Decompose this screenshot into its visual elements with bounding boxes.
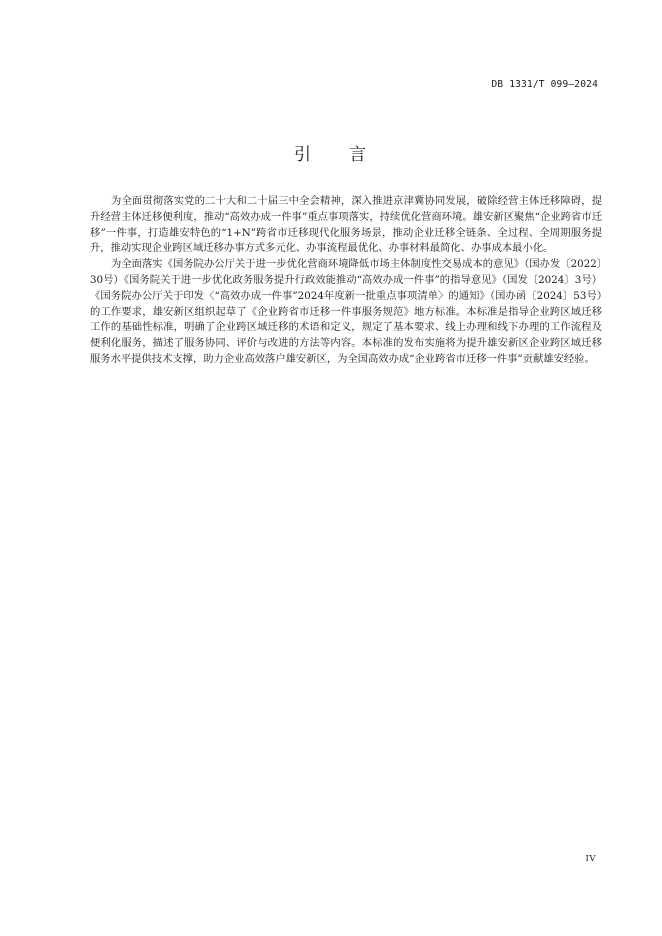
- section-title-char-1: 引: [294, 145, 313, 165]
- paragraph-2: 为全面落实《国务院办公厅关于进一步优化营商环境降低市场主体制度性交易成本的意见》（国办发〔2022〕30号）《国务院关于进一步优化政务服务提升行政效能推动“高效办成一件事”的指导意见》（国发〔2024〕3号）《国务院办公厅关于印发〈“高效办成一件事”2024年度新一批重点事项清单〉的通知》（国办函〔2024〕53号）的工作要求，雄安新区组织起草了《企业跨省市迁移一件事服务规范》地方标准。本标准是指导企业跨区域迁移工作的基础性标准，明确了企业跨区域迁移的术语和定义，规定了基本要求、线上办理和线下办理的工作流程及便利化服务，描述了服务协同、评价与改进的方法等内容。本标准的发布实施将为提升雄安新区企业跨区域迁移服务水平提供技术支撑，助力企业高效落户雄安新区，为全国高效办成“企业跨省市迁移一件事”贡献雄安经验。: [90, 258, 602, 365]
- section-title-char-2: 言: [349, 145, 368, 165]
- introduction-body: [90, 194, 602, 368]
- paragraph-1: 为全面贯彻落实党的二十大和二十届三中全会精神，深入推进京津冀协同发展，破除经营主体迁移障碍，提升经营主体迁移便利度，推动“高效办成一件事”重点事项落实，持续优化营商环境。雄安新区聚焦“企业跨省市迁移”一件事，打造雄安特色的“1+N”跨省市迁移现代化服务场景，推动企业迁移全链条、全过程、全周期服务提升，推动实现企业跨区域迁移办事方式多元化、办事流程最优化、办事材料最简化、办事成本最小化。: [90, 195, 602, 255]
- section-title: [0, 140, 662, 165]
- document-code: DB 1331/T 099—2024: [491, 79, 598, 90]
- page-number: IV: [585, 854, 596, 864]
